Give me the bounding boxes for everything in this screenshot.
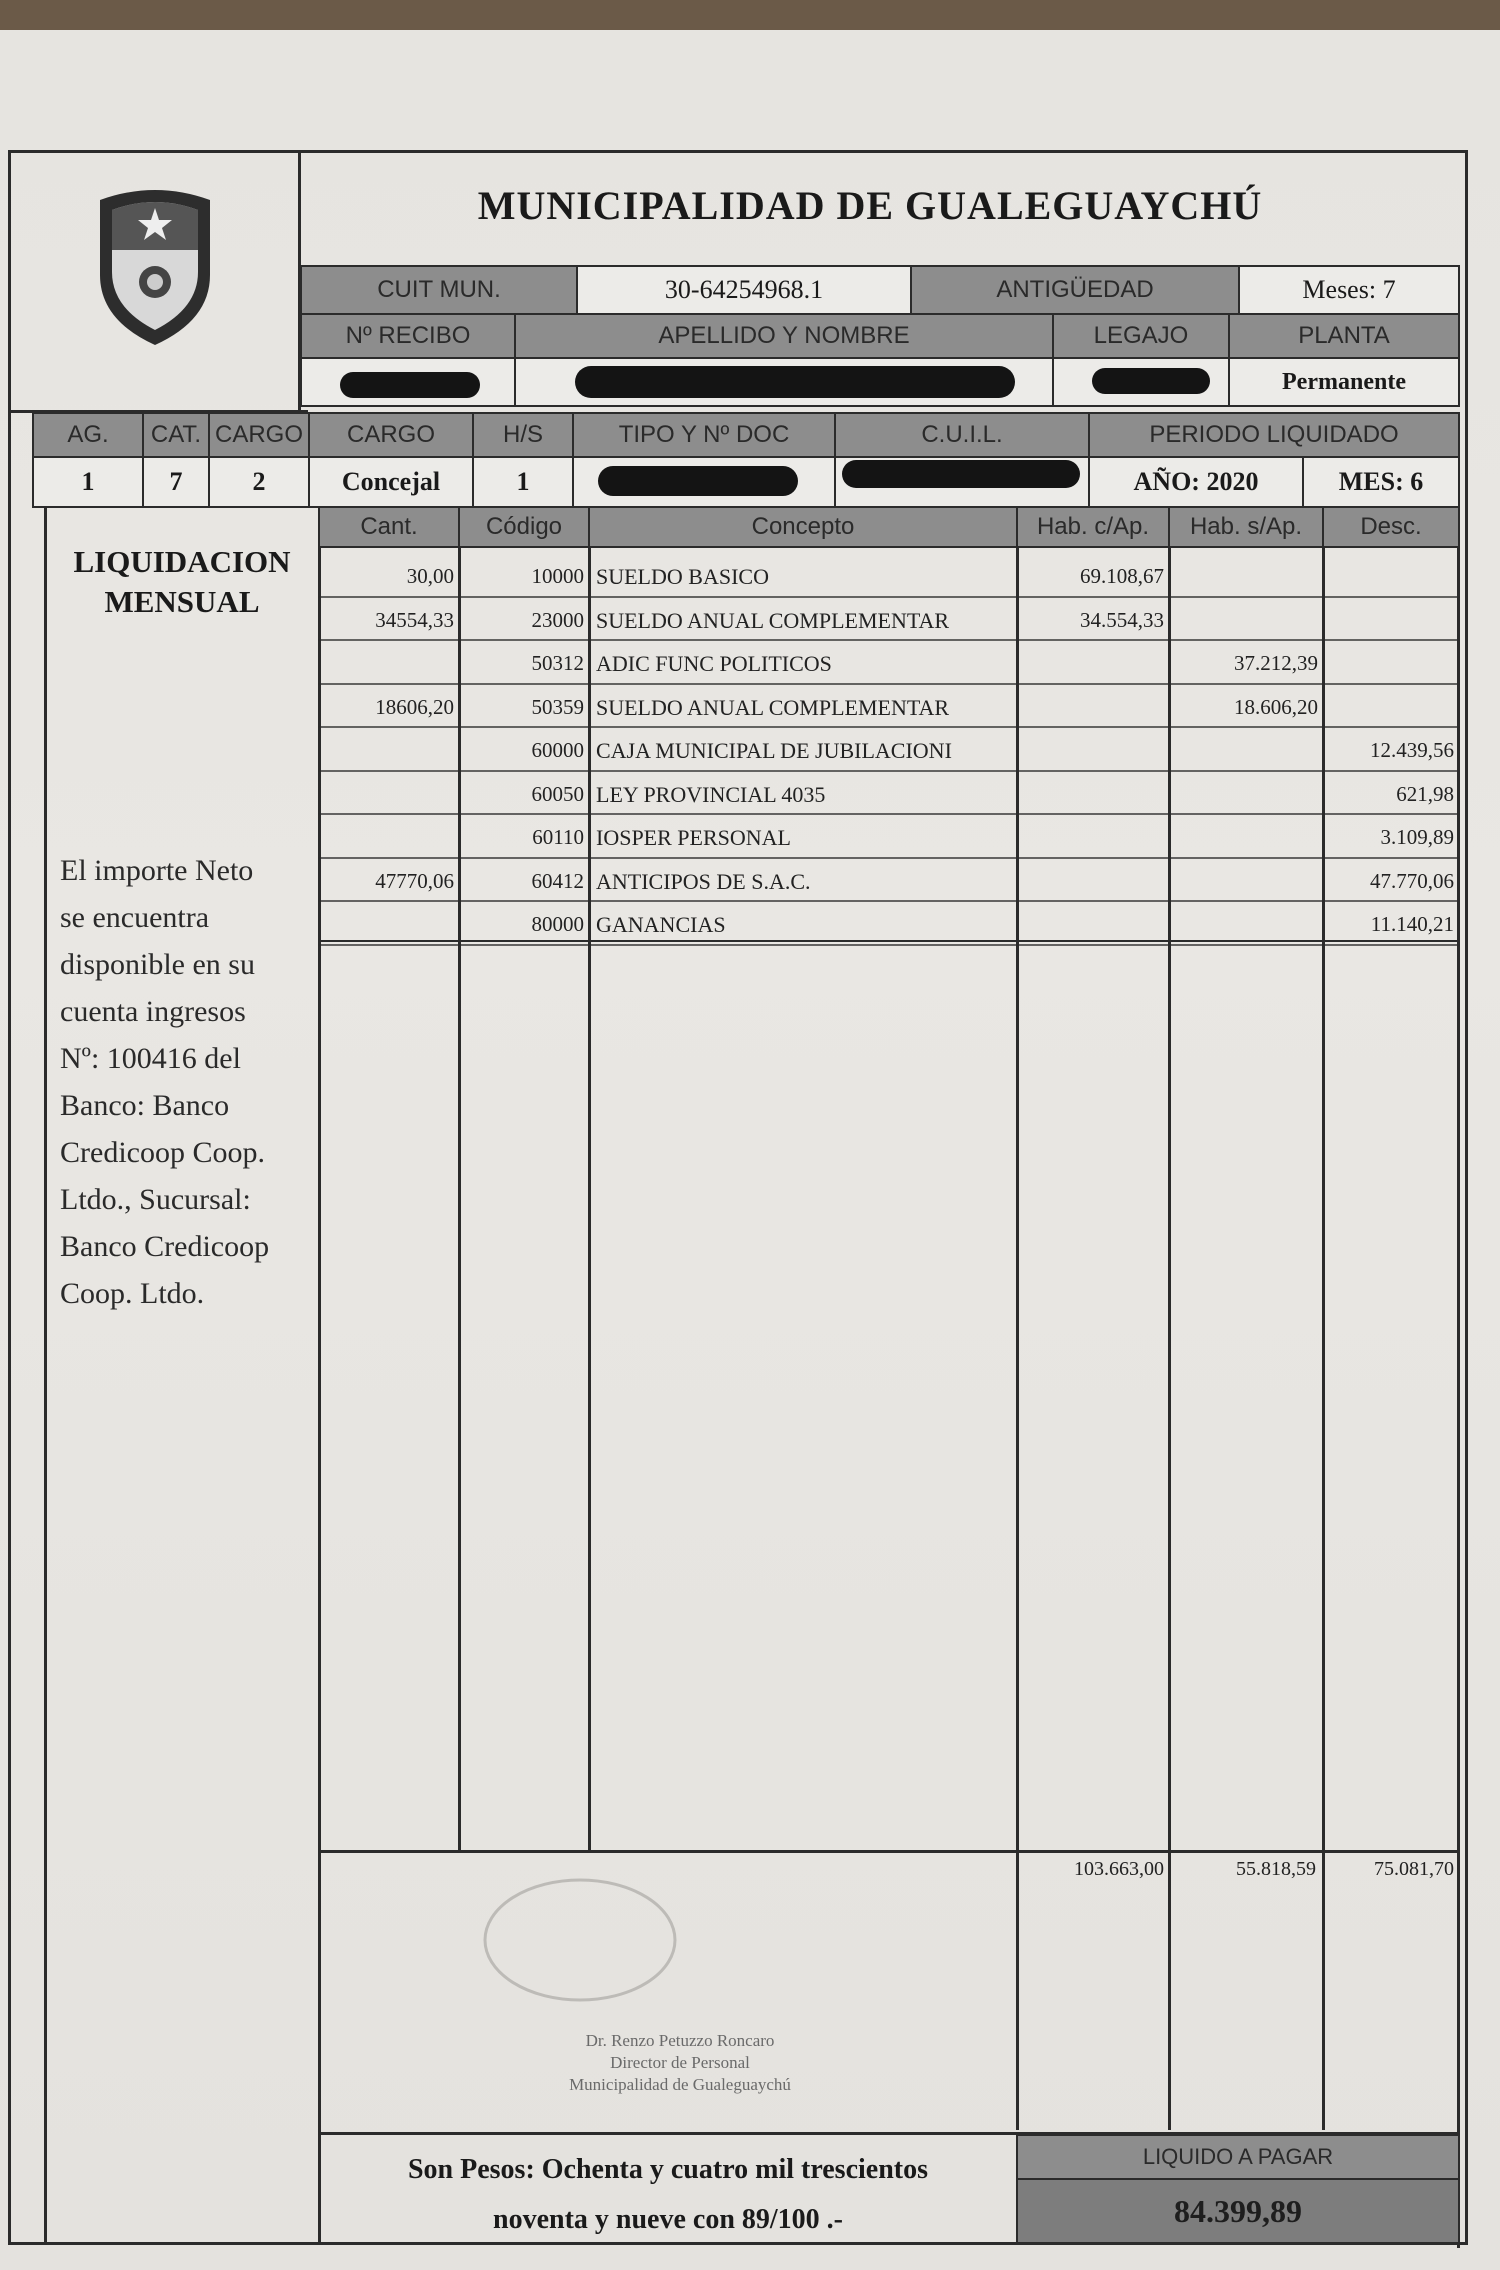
ag-label: AG.	[32, 412, 144, 458]
doc-label: TIPO Y Nº DOC	[572, 412, 836, 458]
col-header-codigo: Código	[458, 506, 590, 548]
cell-codigo: 10000	[531, 564, 584, 588]
cell-concepto: SUELDO BASICO	[596, 564, 769, 589]
deposit-note-line: Banco Credicoop	[60, 1230, 270, 1263]
meses-value: Meses: 7	[1238, 265, 1460, 315]
son-pesos-line2: noventa y nueve con 89/100 .-	[493, 2204, 843, 2235]
cell-concepto: LEY PROVINCIAL 4035	[596, 781, 826, 807]
municipal-shield-icon	[90, 180, 220, 350]
cell-codigo: 60000	[531, 738, 584, 762]
planta-value: Permanente	[1228, 357, 1460, 407]
cell-codigo: 50312	[531, 651, 584, 675]
deposit-note-line: disponible en su	[60, 948, 255, 981]
cell-hab-cap: 34.554,33	[1080, 607, 1164, 632]
redacted-nombre	[575, 366, 1015, 398]
row-separator	[318, 900, 1460, 902]
table-right-border	[1457, 548, 1460, 2248]
signature-block	[480, 2030, 880, 2096]
totals-divider	[318, 1850, 1460, 1853]
col-divider	[458, 548, 461, 1850]
mes-value: MES: 6	[1302, 456, 1460, 508]
planta-label: PLANTA	[1228, 313, 1460, 359]
col-header-hab-cap: Hab. c/Ap.	[1016, 506, 1170, 548]
legajo-label: LEGAJO	[1052, 313, 1230, 359]
cell-concepto: ADIC FUNC POLITICOS	[596, 651, 832, 676]
signature-role: Director de Personal	[610, 2053, 750, 2072]
row-separator	[318, 639, 1460, 641]
cell-concepto: IOSPER PERSONAL	[596, 825, 791, 850]
cell-cant: 18606,20	[375, 694, 454, 719]
cell-cant: 34554,33	[375, 607, 454, 632]
redacted-legajo	[1092, 368, 1210, 394]
deposit-note-line: Coop. Ltdo.	[60, 1277, 205, 1310]
liquido-value: 84.399,89	[1016, 2178, 1460, 2244]
liquidacion-title	[48, 542, 316, 622]
side-panel-border-left	[44, 508, 47, 2245]
cell-desc: 11.140,21	[1370, 912, 1454, 936]
cat-label: CAT.	[142, 412, 210, 458]
cell-codigo: 23000	[531, 607, 584, 632]
deposit-note-line: cuenta ingresos	[60, 995, 246, 1028]
col-header-cant: Cant.	[318, 506, 460, 548]
cell-concepto: CAJA MUNICIPAL DE JUBILACIONI	[596, 738, 952, 763]
cell-hab-cap: 69.108,67	[1080, 564, 1164, 588]
signature-name: Dr. Renzo Petuzzo Roncaro	[585, 2031, 775, 2050]
cell-hab-sap: 18.606,20	[1234, 694, 1318, 719]
cell-codigo: 60110	[532, 825, 584, 849]
cell-concepto: SUELDO ANUAL COMPLEMENTAR	[596, 694, 950, 720]
col-header-hab-sap: Hab. s/Ap.	[1168, 506, 1324, 548]
signature-org: Municipalidad de Gualeguaychú	[569, 2075, 791, 2094]
row-separator	[318, 683, 1460, 685]
liquidacion-title-line2: MENSUAL	[104, 584, 260, 619]
son-pesos-text	[320, 2145, 1016, 2245]
redacted-cuil	[842, 460, 1080, 488]
deposit-note-line: Ltdo., Sucursal:	[60, 1183, 251, 1216]
cell-concepto: SUELDO ANUAL COMPLEMENTAR	[596, 607, 950, 633]
col-header-concepto: Concepto	[588, 506, 1018, 548]
col-divider	[588, 548, 591, 1850]
row-separator	[318, 944, 1460, 946]
redacted-recibo	[340, 372, 480, 398]
cell-desc: 12.439,56	[1370, 738, 1454, 762]
col-header-desc: Desc.	[1322, 506, 1460, 548]
cell-concepto: GANANCIAS	[596, 912, 726, 937]
hs-label: H/S	[472, 412, 574, 458]
row-separator	[318, 857, 1460, 859]
row-separator	[318, 813, 1460, 815]
son-pesos-line1: Son Pesos: Ochenta y cuatro mil trescientos	[407, 2154, 929, 2185]
col-divider	[1322, 548, 1325, 2130]
antiguedad-label: ANTIGÜEDAD	[910, 265, 1240, 315]
redacted-doc	[598, 466, 798, 496]
total-desc: 75.081,70	[1374, 1858, 1454, 1880]
deposit-note-line: El importe Neto	[60, 854, 254, 887]
hs-value: 1	[472, 456, 574, 508]
anio-value: AÑO: 2020	[1088, 456, 1304, 508]
cell-codigo: 80000	[531, 912, 584, 936]
cell-codigo: 50359	[531, 694, 584, 719]
cat-value: 7	[142, 456, 210, 508]
divider	[318, 940, 1460, 942]
cell-hab-sap: 37.212,39	[1234, 651, 1318, 675]
row-separator	[318, 770, 1460, 772]
row-separator	[318, 596, 1460, 598]
cuil-label: C.U.I.L.	[834, 412, 1090, 458]
cell-codigo: 60050	[531, 781, 584, 806]
cell-cant: 30,00	[406, 564, 454, 588]
cargo-num-label: CARGO	[208, 412, 310, 458]
cargo-label: CARGO	[308, 412, 474, 458]
cell-codigo: 60412	[531, 868, 584, 893]
signature-stamp	[480, 1875, 680, 2005]
total-hab-sap: 55.818,59	[1236, 1858, 1316, 1880]
cuit-value: 30-64254968.1	[576, 265, 912, 315]
deposit-note-line: Credicoop Coop.	[60, 1136, 265, 1169]
row-separator	[318, 726, 1460, 728]
page-title: MUNICIPALIDAD DE GUALEGUAYCHÚ	[477, 183, 1263, 228]
deposit-note-line: Banco: Banco	[60, 1089, 230, 1122]
cell-desc: 621,98	[1396, 781, 1454, 806]
col-divider	[1168, 548, 1171, 2130]
deposit-note-line: Nº: 100416 del	[60, 1042, 241, 1075]
liquidacion-title-line1: LIQUIDACION	[73, 544, 291, 579]
cell-concepto: ANTICIPOS DE S.A.C.	[596, 868, 811, 894]
cell-desc: 47.770,06	[1370, 868, 1454, 893]
periodo-label: PERIODO LIQUIDADO	[1088, 412, 1460, 458]
recibo-label: Nº RECIBO	[300, 313, 516, 359]
nombre-label: APELLIDO Y NOMBRE	[514, 313, 1054, 359]
total-hab-cap: 103.663,00	[1074, 1858, 1164, 1880]
liquido-label: LIQUIDO A PAGAR	[1016, 2134, 1460, 2180]
cargo-num-value: 2	[208, 456, 310, 508]
ag-value: 1	[32, 456, 144, 508]
cargo-value: Concejal	[308, 456, 474, 508]
cuit-label: CUIT MUN.	[300, 265, 578, 315]
col-divider	[1016, 548, 1019, 2130]
cell-desc: 3.109,89	[1380, 825, 1454, 849]
deposit-note-line: se encuentra	[60, 901, 210, 934]
deposit-note	[60, 847, 310, 1317]
cell-cant: 47770,06	[375, 868, 454, 893]
